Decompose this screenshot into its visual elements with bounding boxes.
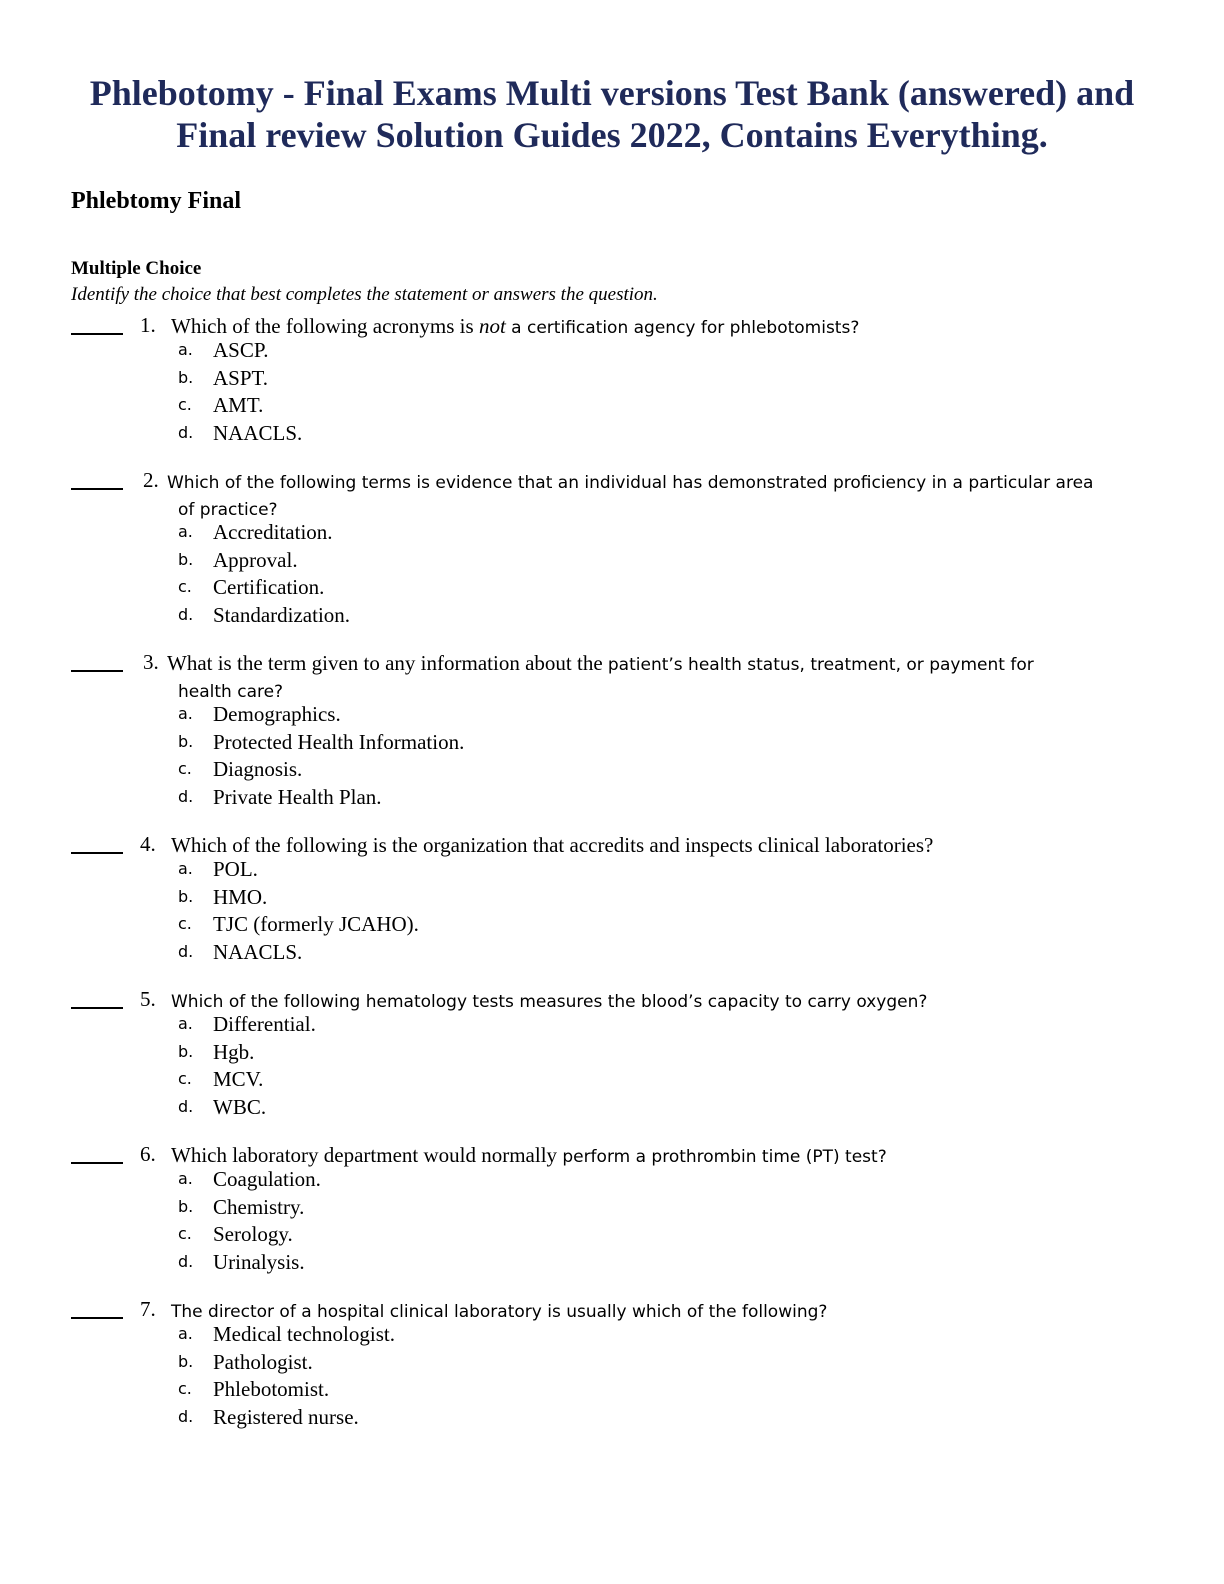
choice-letter: c. <box>178 1069 192 1088</box>
choice-letter: a. <box>178 704 193 723</box>
choice-letter: c. <box>178 759 192 778</box>
choice-letter: b. <box>178 1197 194 1216</box>
choice-letter: c. <box>178 577 192 596</box>
choice-text: Approval. <box>213 548 298 572</box>
question-text <box>171 987 1141 1016</box>
choice-text: HMO. <box>213 885 268 909</box>
question-text-part: a certification agency for phlebotomists? <box>505 318 860 338</box>
question-text-part: Which of the following hematology tests measures the blood’s capacity to carry oxygen? <box>171 992 928 1012</box>
choice-letter: a. <box>178 859 193 878</box>
choice-letter: d. <box>178 942 194 961</box>
choice-text: Urinalysis. <box>213 1250 305 1274</box>
choice-text: Registered nurse. <box>213 1405 359 1429</box>
choice-letter: d. <box>178 787 194 806</box>
choice-text: Private Health Plan. <box>213 785 382 809</box>
choice-text: Chemistry. <box>213 1195 305 1219</box>
question-text-emphasis: not <box>478 314 506 338</box>
answer-blank[interactable] <box>71 1007 123 1009</box>
choice-letter: c. <box>178 1379 192 1398</box>
choice-text: WBC. <box>213 1095 267 1119</box>
choice-letter: a. <box>178 1324 193 1343</box>
question-number: 5. <box>140 987 156 1011</box>
choice-text: POL. <box>213 857 258 881</box>
choice-text: Medical technologist. <box>213 1322 395 1346</box>
choice-letter: c. <box>178 1224 192 1243</box>
choice-text: Phlebotomist. <box>213 1377 330 1401</box>
choice-letter: a. <box>178 522 193 541</box>
choice-text: NAACLS. <box>213 940 303 964</box>
question-text-part: The director of a hospital clinical laboratory is usually which of the following? <box>171 1302 828 1322</box>
title-line-1: Phlebotomy - Final Exams Multi versions Test Bank (answered) and <box>89 73 1135 113</box>
choice-letter: c. <box>178 914 192 933</box>
answer-blank[interactable] <box>71 670 123 672</box>
choice-text: Serology. <box>213 1222 293 1246</box>
choice-text: Differential. <box>213 1012 316 1036</box>
title-line-2: Final review Solution Guides 2022, Contains Everything. <box>176 115 1048 155</box>
choice-text: ASPT. <box>213 366 269 390</box>
question-text <box>171 832 1141 859</box>
choice-text: Pathologist. <box>213 1350 313 1374</box>
choice-letter: b. <box>178 732 194 751</box>
choice-letter: d. <box>178 605 194 624</box>
choice-letter: c. <box>178 395 192 414</box>
choice-text: Protected Health Information. <box>213 730 465 754</box>
choice-letter: b. <box>178 1352 194 1371</box>
question-number: 1. <box>140 313 156 337</box>
question-text-line: health care? <box>178 682 284 702</box>
choice-letter: d. <box>178 1097 194 1116</box>
choice-text: Coagulation. <box>213 1167 321 1191</box>
choice-letter: d. <box>178 423 194 442</box>
document-title <box>40 72 1184 156</box>
question-text-part: perform a prothrombin time (PT) test? <box>562 1147 887 1167</box>
choice-text: Demographics. <box>213 702 341 726</box>
question-text <box>171 313 1141 342</box>
question-text-line: of practice? <box>178 500 278 520</box>
question-text <box>167 468 1137 524</box>
answer-blank[interactable] <box>71 852 123 854</box>
question-text <box>167 650 1137 706</box>
answer-blank[interactable] <box>71 1317 123 1319</box>
question-number: 6. <box>140 1142 156 1166</box>
choice-text: NAACLS. <box>213 421 303 445</box>
choice-letter: b. <box>178 1042 194 1061</box>
choice-text: Hgb. <box>213 1040 255 1064</box>
question-text-line: Which of the following terms is evidence that an individual has demonstrated proficiency in a particular area <box>167 473 1094 493</box>
multiple-choice-heading: Multiple Choice <box>71 258 202 279</box>
choice-text: AMT. <box>213 393 264 417</box>
choice-letter: d. <box>178 1252 194 1271</box>
choice-letter: b. <box>178 887 194 906</box>
choice-letter: a. <box>178 340 193 359</box>
instructions: Identify the choice that best completes the statement or answers the question. <box>71 284 658 305</box>
question-text-part: What is the term given to any information about the <box>167 651 608 675</box>
choice-text: Accreditation. <box>213 520 333 544</box>
choice-letter: b. <box>178 368 194 387</box>
question-text-part: Which of the following acronyms is <box>171 314 479 338</box>
question-number: 3. <box>143 650 159 674</box>
choice-text: ASCP. <box>213 338 269 362</box>
question-text-part: Which of the following is the organization that accredits and inspects clinical laboratories? <box>171 833 934 857</box>
section-heading: Phlebtomy Final <box>71 188 242 214</box>
choice-letter: d. <box>178 1407 194 1426</box>
question-number: 4. <box>140 832 156 856</box>
question-text-part: Which laboratory department would normally <box>171 1143 563 1167</box>
answer-blank[interactable] <box>71 1162 123 1164</box>
question-number: 7. <box>140 1297 156 1321</box>
choice-text: Diagnosis. <box>213 757 303 781</box>
choice-letter: b. <box>178 550 194 569</box>
answer-blank[interactable] <box>71 488 123 490</box>
choice-text: MCV. <box>213 1067 264 1091</box>
question-number: 2. <box>143 468 159 492</box>
choice-text: Standardization. <box>213 603 351 627</box>
choice-text: TJC (formerly JCAHO). <box>213 912 419 936</box>
answer-blank[interactable] <box>71 333 123 335</box>
question-text-part: patient’s health status, treatment, or payment for <box>607 655 1034 675</box>
choice-letter: a. <box>178 1169 193 1188</box>
choice-letter: a. <box>178 1014 193 1033</box>
choice-text: Certification. <box>213 575 325 599</box>
